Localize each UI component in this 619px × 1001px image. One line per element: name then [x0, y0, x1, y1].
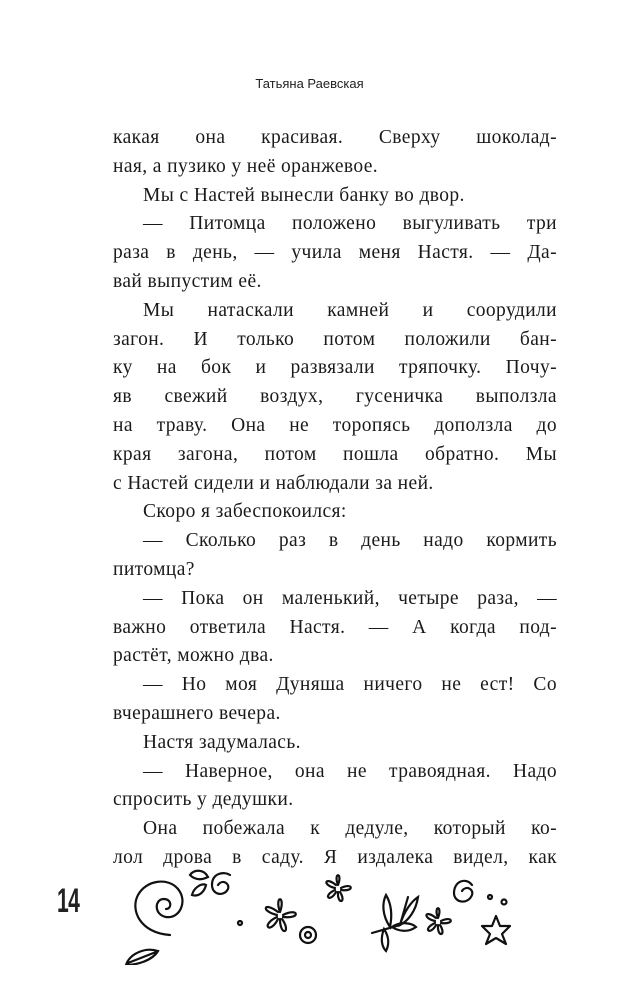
- text-line: Настя задумалась.: [143, 731, 301, 753]
- spiral-flower-icon: [126, 882, 182, 965]
- text-line: — Питомца положено выгуливать три: [143, 213, 557, 235]
- leaf-spiral-icon: [190, 871, 230, 896]
- text-line: Она побежала к дедуле, который ко-: [143, 818, 557, 840]
- floral-ornament: [100, 855, 540, 965]
- text-line: Мы натаскали камней и соорудили: [143, 299, 557, 321]
- dot-icon: [502, 900, 507, 905]
- ring-icon: [300, 927, 316, 943]
- text-line: — Сколько раз в день надо кормить: [143, 530, 557, 552]
- text-line: яв свежий воздух, гусеничка выползла: [113, 386, 557, 408]
- text-line: раза в день, — учила меня Настя. — Да-: [113, 242, 557, 264]
- text-line: на траву. Она не торопясь доползла до: [113, 414, 557, 436]
- spiral-icon: [454, 881, 472, 902]
- small-flower-icon: [426, 908, 450, 934]
- text-line: — Но моя Дуняша ничего не ест! Со: [143, 674, 557, 696]
- text-line: загон. И только потом положили бан-: [113, 328, 557, 350]
- text-line: ку на бок и развязали тряпочку. Почу-: [113, 357, 557, 379]
- text-line: вай выпустим её.: [113, 270, 262, 292]
- body-text: [113, 124, 557, 873]
- text-line: какая она красивая. Сверху шоколад-: [113, 127, 557, 148]
- text-line: вчерашнего вечера.: [113, 702, 281, 724]
- daisy-icon: [266, 899, 296, 931]
- text-line: ная, а пузико у неё оранжевое.: [113, 155, 379, 177]
- text-line: питомца?: [113, 558, 195, 580]
- small-flower-icon: [326, 875, 350, 901]
- text-line: Мы с Настей вынесли банку во двор.: [143, 184, 465, 206]
- page-number: 14: [57, 882, 80, 920]
- leafy-branch-icon: [372, 895, 418, 951]
- star-flower-icon: [482, 916, 510, 944]
- text-line: Скоро я забеспокоился:: [143, 501, 347, 523]
- text-line: лол дрова в саду. Я издалека видел, как: [113, 846, 557, 868]
- text-line: с Настей сидели и наблюдали за ней.: [113, 472, 434, 494]
- text-line: — Пока он маленький, четыре раза, —: [143, 587, 557, 609]
- text-line: — Наверное, она не травоядная. Надо: [143, 760, 557, 782]
- text-line: важно ответила Настя. — А когда под-: [113, 616, 557, 638]
- dot-icon: [488, 895, 492, 899]
- text-line: растёт, можно два.: [113, 645, 274, 667]
- running-header: Татьяна Раевская: [255, 76, 364, 91]
- text-line: спросить у дедушки.: [113, 789, 294, 811]
- text-line: края загона, потом пошла обратно. Мы: [113, 443, 557, 465]
- dot-icon: [238, 921, 242, 925]
